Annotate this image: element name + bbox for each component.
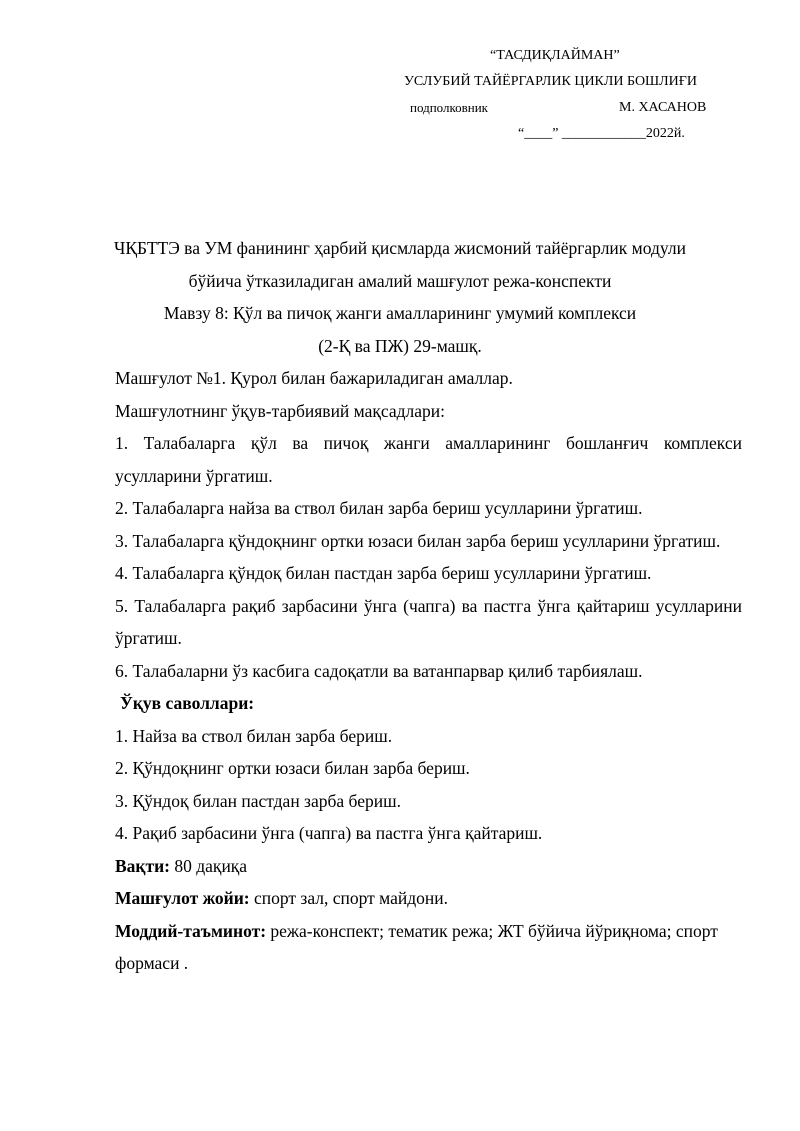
time-value: 80 дақиқа: [170, 855, 248, 876]
goal-item: 5. Талабаларга рақиб зарбасини ўнга (чапга) ва пастга ўнга қайтариш усулларини ўргатиш.: [115, 595, 742, 648]
title-line-2: бўйича ўтказиладиган амалий машғулот режа-конспекти: [188, 270, 612, 291]
lesson-line: Машғулот №1. Қурол билан бажариладиган амаллар.: [115, 368, 513, 388]
exercise-line: (2-Қ ва ПЖ) 29-машқ.: [318, 335, 482, 356]
goals-heading: Машғулотнинг ўқув-тарбиявий мақсадлари:: [115, 400, 446, 421]
goal-item: 3. Талабаларга қўндоқнинг ортки юзаси билан зарба бериш усулларини ўргатиш.: [115, 530, 721, 551]
goal-item: 6. Талабаларни ўз касбига садоқатли ва ватанпарвар қилиб тарбиялаш.: [115, 660, 643, 681]
materials-line: [115, 915, 742, 980]
goal-item: 1. Талабаларга қўл ва пичоқ жанги амалларининг бошланғич комплекси усулларини ўргатиш.: [115, 433, 742, 486]
document-title: [80, 232, 720, 362]
question-item: 3. Қўндоқ билан пастдан зарба бериш.: [115, 790, 401, 811]
title-line-1: ЧҚБТТЭ ва УМ фанининг ҳарбий қисмларда жисмоний тайёргарлик модули: [114, 238, 686, 258]
place-label: Машғулот жойи:: [115, 888, 250, 908]
place-line: [115, 882, 742, 915]
time-label: Вақти:: [115, 855, 171, 876]
document-body: [115, 362, 742, 980]
questions-heading: Ўқув саволлари:: [120, 693, 255, 713]
approval-date: “____” ____________2022й.: [518, 126, 685, 141]
question-item: 4. Рақиб зарбасини ўнга (чапга) ва пастга ўнга қайтариш.: [115, 823, 543, 843]
question-item: 2. Қўндоқнинг ортки юзаси билан зарба бериш.: [115, 758, 470, 778]
goal-item: 2. Талабаларга найза ва ствол билан зарба бериш усулларини ўргатиш.: [115, 498, 643, 518]
approval-heading: “ТАСДИҚЛАЙМАН”: [490, 48, 620, 63]
goal-item: 4. Талабаларга қўндоқ билан пастдан зарба бериш усулларини ўргатиш.: [115, 563, 652, 583]
question-item: 1. Найза ва ствол билан зарба бериш.: [115, 725, 393, 746]
topic-line: Мавзу 8: Қўл ва пичоқ жанги амалларининг умумий комплекси: [163, 303, 637, 323]
materials-label: Моддий-таъминот:: [115, 920, 267, 941]
approval-name: М. ХАСАНОВ: [619, 100, 707, 115]
place-value: спорт зал, спорт майдони.: [249, 888, 448, 908]
time-line: [115, 850, 742, 883]
approval-rank: подполковник: [410, 100, 488, 115]
materials-value: режа-конспект; тематик режа; ЖТ бўйича йўриқнома; спорт формаси .: [115, 920, 718, 973]
approval-position: УСЛУБИЙ ТАЙЁРГАРЛИК ЦИКЛИ БОШЛИҒИ: [404, 74, 697, 89]
